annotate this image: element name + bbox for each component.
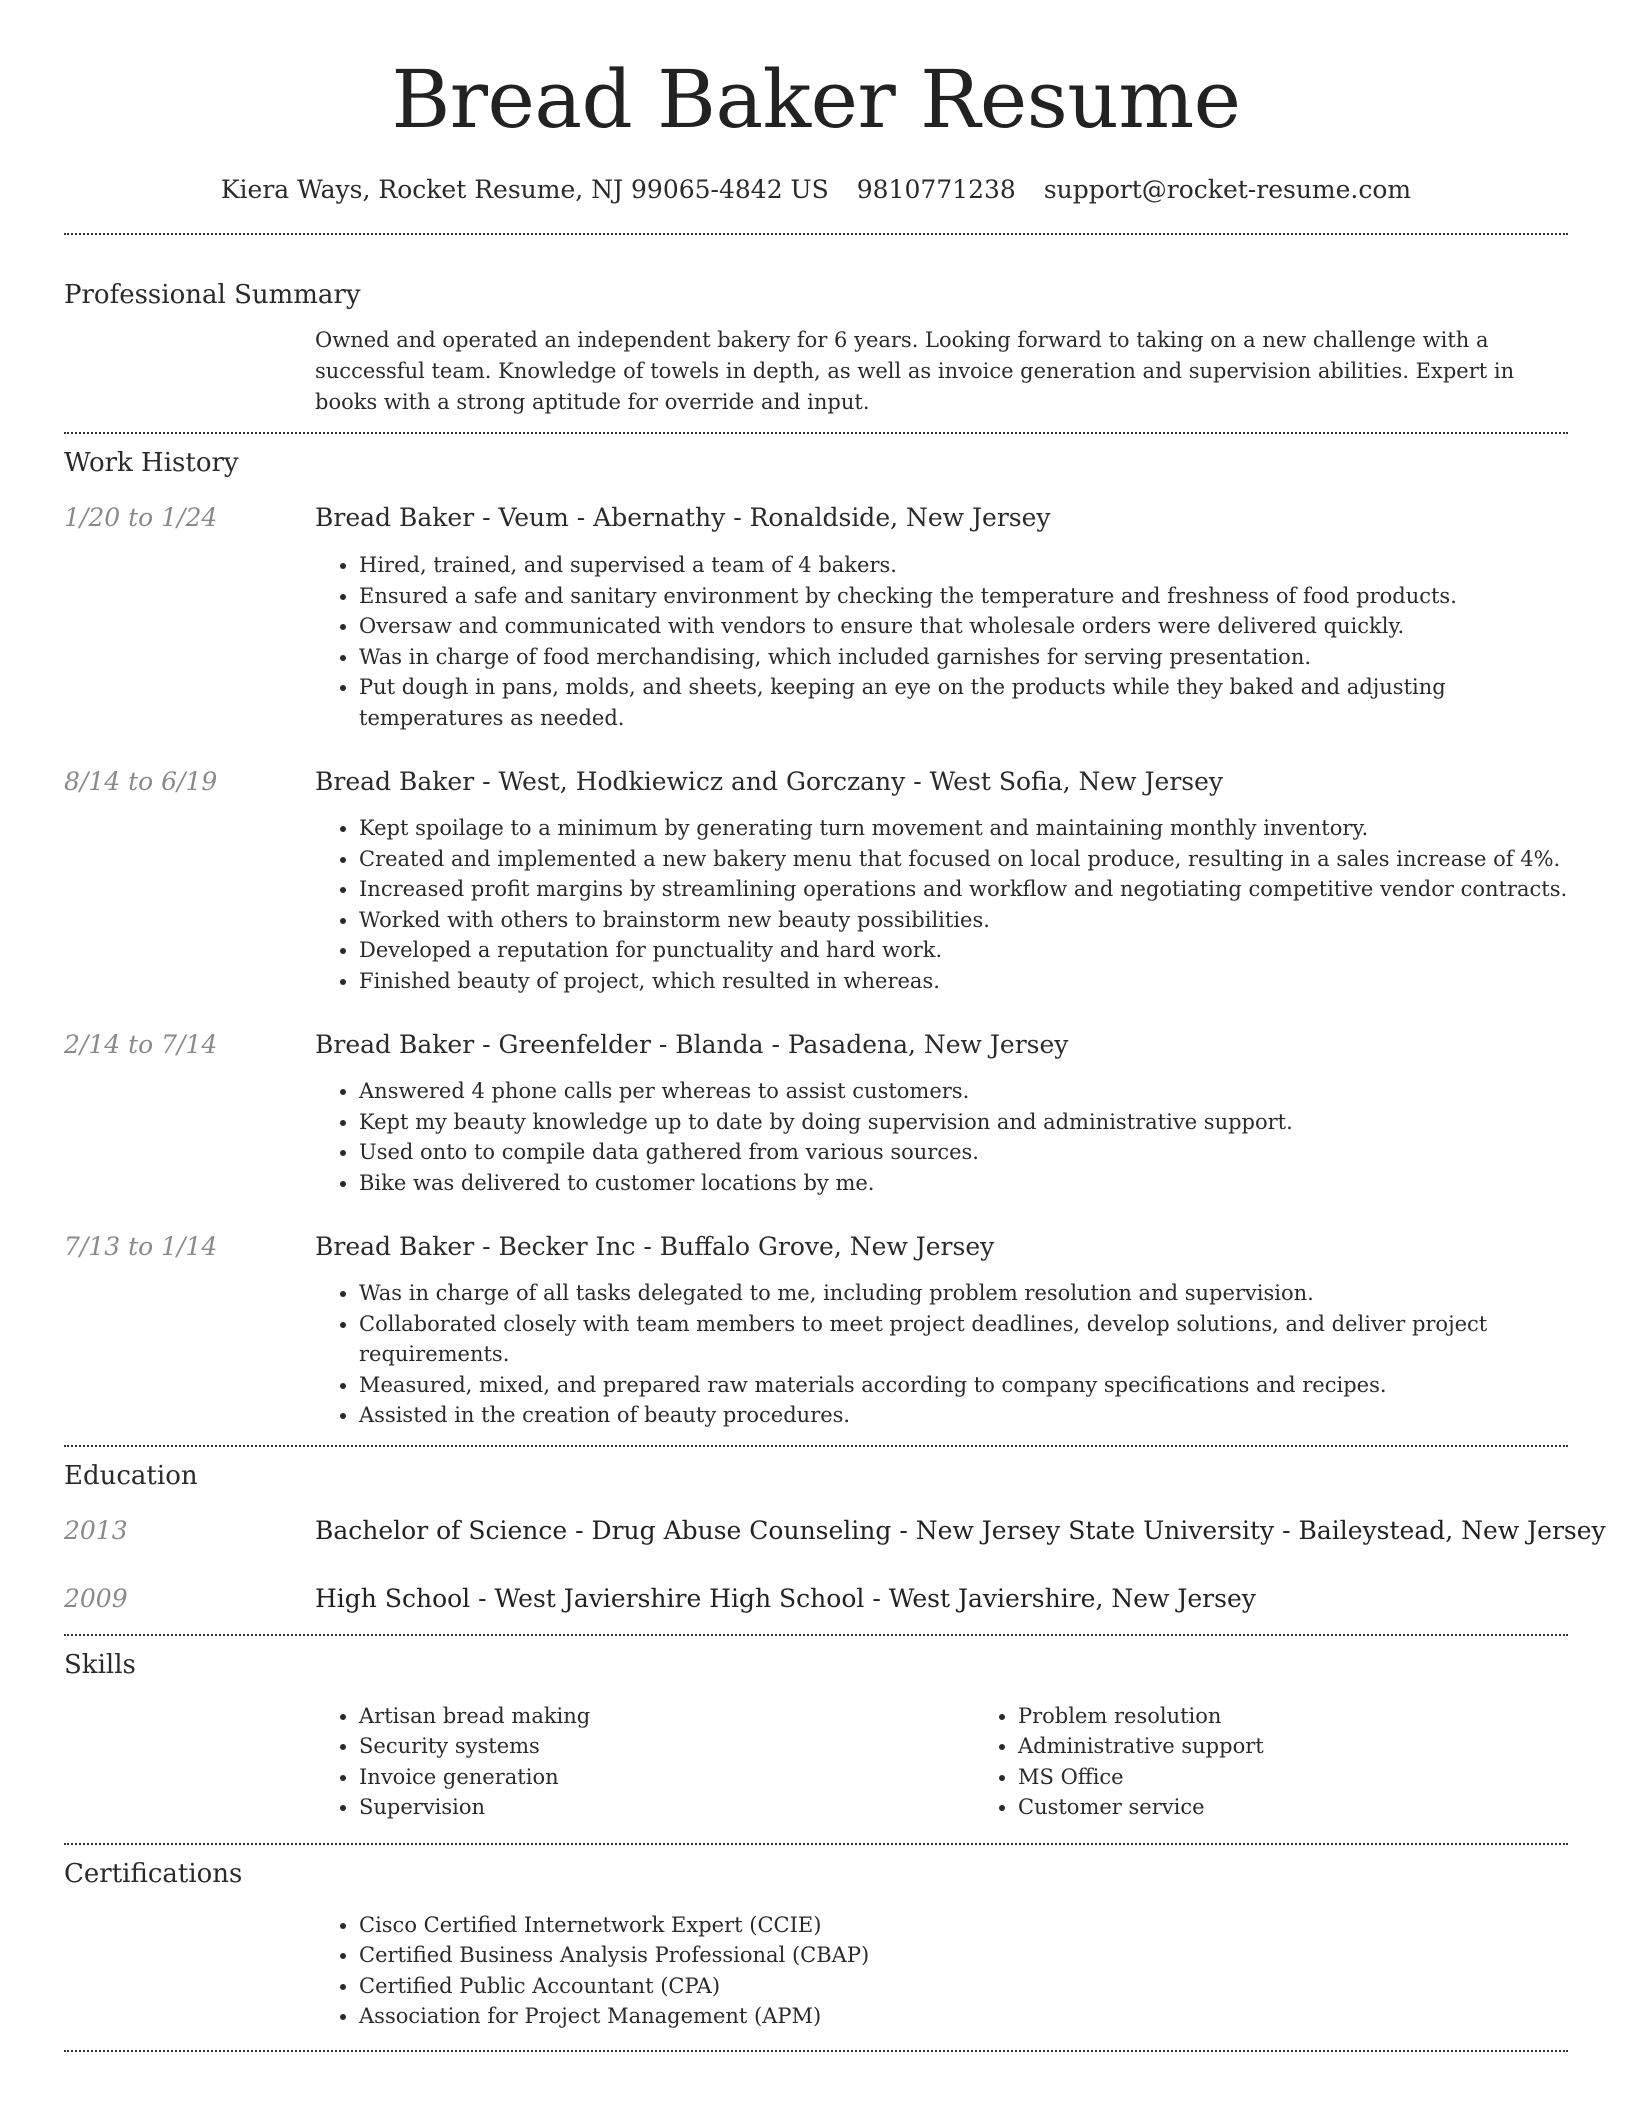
list-item: • Was in charge of all tasks delegated to me, including problem resolution and supervision.: [359, 1278, 1568, 1309]
list-item: • Cisco Certified Internetwork Expert (CCIE): [359, 1910, 1568, 1941]
contact-line: [64, 170, 1568, 210]
list-item: • Used onto to compile data gathered from various sources.: [359, 1137, 1568, 1168]
education-title: High School - West Javiershire High School - West Javiershire, New Jersey: [315, 1583, 1256, 1613]
list-item: • Problem resolution: [1018, 1701, 1632, 1732]
list-item: • Worked with others to brainstorm new beauty possibilities.: [359, 905, 1568, 936]
job-title: Bread Baker - Veum - Abernathy - Ronaldside, New Jersey: [315, 503, 1051, 532]
contact-phone: 9810771238: [856, 175, 1016, 204]
education-heading: Education: [64, 1460, 198, 1491]
education-title: Bachelor of Science - Drug Abuse Counseling - New Jersey State University - Baileystead, New Jersey: [315, 1515, 1606, 1545]
list-item: • Supervision: [359, 1792, 974, 1823]
summary-heading: Professional Summary: [64, 280, 361, 310]
job-entry: [64, 501, 1568, 733]
job-bullets: [315, 1278, 1568, 1431]
list-item: • Measured, mixed, and prepared raw materials according to company specifications and recipes.: [359, 1370, 1568, 1401]
list-item: • Was in charge of food merchandising, which included garnishes for serving presentation.: [359, 642, 1568, 673]
list-item: • Answered 4 phone calls per whereas to assist customers.: [359, 1076, 1568, 1107]
list-item: • Increased profit margins by streamlining operations and workflow and negotiating competitive vendor contracts.: [359, 874, 1568, 905]
list-item: • Association for Project Management (APM): [359, 2001, 1568, 2032]
education-year: 2013: [64, 1515, 128, 1545]
certifications-list: [315, 1910, 1568, 2032]
skills-list-left: [315, 1701, 974, 1823]
certifications-row: [64, 1910, 1568, 2032]
education-entry: [64, 1514, 1606, 1548]
summary-text: Owned and operated an independent bakery for 6 years. Looking forward to taking on a new challenge with a successful team. Knowledge of towels in depth, as well as invoice generation and supervision abilities. Expert in books with a strong aptitude for override and input.: [315, 328, 1515, 414]
list-item: • Artisan bread making: [359, 1701, 974, 1732]
list-item: • Hired, trained, and supervised a team of 4 bakers.: [359, 550, 1568, 581]
divider: [64, 2050, 1568, 2052]
job-dates: 2/14 to 7/14: [64, 1030, 218, 1059]
list-item: • Invoice generation: [359, 1762, 974, 1793]
list-item: • Security systems: [359, 1731, 974, 1762]
education-entry: [64, 1582, 1568, 1616]
job-bullets: [315, 550, 1568, 733]
list-item: • Kept my beauty knowledge up to date by doing supervision and administrative support.: [359, 1107, 1568, 1138]
job-entry: [64, 765, 1568, 996]
skills-list-right: [974, 1701, 1632, 1823]
list-item: • Created and implemented a new bakery menu that focused on local produce, resulting in a sales increase of 4%.: [359, 844, 1568, 875]
contact-email: support@rocket-resume.com: [1043, 175, 1412, 204]
skills-grid: [315, 1701, 1632, 1823]
certifications-heading: Certifications: [64, 1858, 243, 1889]
job-title: Bread Baker - West, Hodkiewicz and Gorczany - West Sofia, New Jersey: [315, 767, 1224, 796]
resume-title: Bread Baker Resume: [391, 53, 1241, 146]
list-item: • Kept spoilage to a minimum by generating turn movement and maintaining monthly inventory.: [359, 813, 1568, 844]
job-dates: 1/20 to 1/24: [64, 503, 218, 532]
resume-page: [64, 0, 1606, 2052]
contact-address: Kiera Ways, Rocket Resume, NJ 99065-4842 US: [220, 175, 829, 204]
list-item: • Put dough in pans, molds, and sheets, keeping an eye on the products while they baked and adjusting temperatures as needed.: [359, 672, 1568, 733]
list-item: • Finished beauty of project, which resulted in whereas.: [359, 966, 1568, 997]
list-item: • Administrative support: [1018, 1731, 1632, 1762]
job-entry: [64, 1230, 1568, 1431]
list-item: • Assisted in the creation of beauty procedures.: [359, 1400, 1568, 1431]
job-title: Bread Baker - Greenfelder - Blanda - Pasadena, New Jersey: [315, 1030, 1069, 1059]
list-item: • Customer service: [1018, 1792, 1632, 1823]
list-item: • Bike was delivered to customer locations by me.: [359, 1168, 1568, 1199]
job-entry: [64, 1028, 1568, 1198]
skills-heading: Skills: [64, 1649, 136, 1680]
list-item: • Oversaw and communicated with vendors to ensure that wholesale orders were delivered quickly.: [359, 611, 1568, 642]
job-dates: 7/13 to 1/14: [64, 1232, 218, 1261]
job-bullets: [315, 813, 1568, 996]
job-title: Bread Baker - Becker Inc - Buffalo Grove, New Jersey: [315, 1232, 995, 1261]
list-item: • Certified Public Accountant (CPA): [359, 1971, 1568, 2002]
education-year: 2009: [64, 1583, 128, 1613]
work-heading: Work History: [64, 448, 239, 478]
list-item: • Certified Business Analysis Professional (CBAP): [359, 1940, 1568, 1971]
job-dates: 8/14 to 6/19: [64, 767, 218, 796]
skills-row: [64, 1701, 1568, 1823]
job-bullets: [315, 1076, 1568, 1198]
list-item: • Ensured a safe and sanitary environment by checking the temperature and freshness of food products.: [359, 581, 1568, 612]
list-item: • Developed a reputation for punctuality and hard work.: [359, 935, 1568, 966]
list-item: • Collaborated closely with team members to meet project deadlines, develop solutions, and deliver project requirements.: [359, 1309, 1568, 1370]
summary-row: [64, 325, 1568, 418]
list-item: • MS Office: [1018, 1762, 1632, 1793]
